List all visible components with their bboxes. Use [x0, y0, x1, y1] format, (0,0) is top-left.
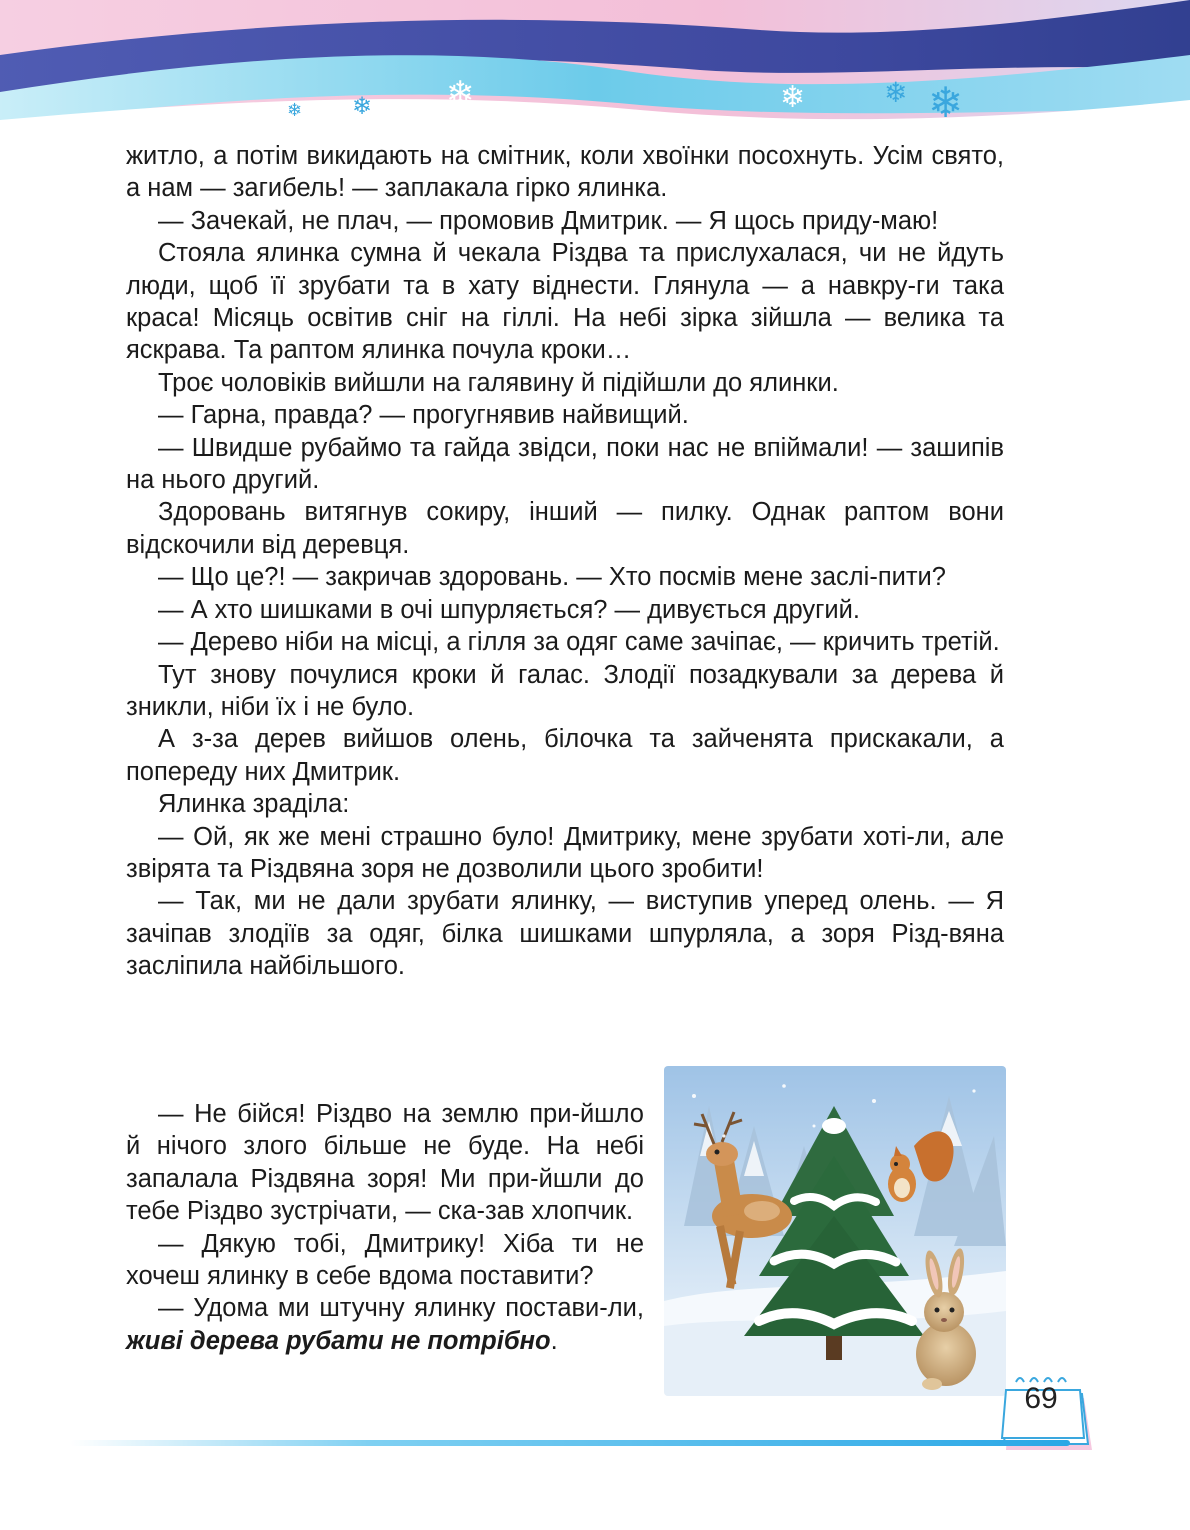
- header-decoration: [0, 0, 1190, 150]
- paragraph: — Дерево ніби на місці, а гілля за одяг саме зачіпає, — кричить третій.: [158, 628, 1000, 657]
- snowflake-icon: ❄: [780, 81, 806, 114]
- paragraph: Троє чоловіків вийшли на галявину й підійшли до ялинки.: [158, 368, 839, 397]
- paragraph-final: [126, 1292, 644, 1357]
- paragraph: житло, а потім викидають на смітник, коли хвоїнки посохнуть. Усім свято, а нам — загибель! — заплакала гірко ялинка.: [126, 142, 1004, 203]
- final-tail: .: [550, 1326, 558, 1355]
- winter-forest-illustration: [664, 1066, 1006, 1396]
- snowflake-icon: ❄: [352, 93, 373, 120]
- story-text: [126, 140, 1004, 983]
- snowflake-icon: ❄: [446, 75, 475, 113]
- paragraph: Ялинка зраділа:: [158, 790, 350, 819]
- snowflake-icon: ❄: [884, 77, 908, 108]
- snowflake-icon: ❄: [287, 100, 303, 120]
- paragraph: — Ой, як же мені страшно було! Дмитрику, мене зрубати хоті-ли, але звірята та Різдвяна зоря не дозволили цього зробити!: [126, 822, 1004, 883]
- paragraph: — Зачекай, не плач, — промовив Дмитрик. — Я щось приду-маю!: [158, 206, 939, 235]
- page-number: 69: [1024, 1382, 1058, 1415]
- paragraph: Тут знову почулися кроки й галас. Злодії позадкували за дерева й зникли, ніби їх і не було.: [126, 660, 1004, 721]
- final-lead: — Удома ми штучну ялинку постави-ли,: [158, 1294, 644, 1323]
- footer-divider: [70, 1436, 1070, 1450]
- paragraph: — Не бійся! Різдво на землю при-йшло й нічого злого більше не буде. На небі запалала Різдвяна зоря! Ми при-йшли до тебе Різдво зустрічати, — ска-зав хлопчик.: [126, 1100, 644, 1226]
- paragraph: — Швидше рубаймо та гайда звідси, поки нас не впіймали! — зашипів на нього другий.: [126, 433, 1004, 495]
- paragraph: — А хто шишками в очі шпурляється? — дивується другий.: [158, 595, 860, 624]
- snowflake-icon: ❄: [928, 79, 964, 126]
- paragraph: Здоровань витягнув сокиру, інший — пилку. Однак раптом вони відскочили від деревця.: [126, 498, 1004, 559]
- paragraph: — Що це?! — закричав здоровань. — Хто посмів мене заслі-пити?: [158, 563, 946, 592]
- paragraph: А з-за дерев вийшов олень, білочка та зайченята прискакали, а попереду них Дмитрик.: [126, 725, 1004, 786]
- story-text-wrapped: [126, 1098, 644, 1357]
- final-emphasis: живі дерева рубати не потрібно: [126, 1326, 551, 1355]
- paragraph: — Так, ми не дали зрубати ялинку, — виступив уперед олень. — Я зачіпав злодіїв за одяг, білка шишками шпурляла, а зоря Різд-вяна засліпила найбільшого.: [126, 887, 1004, 981]
- paragraph: — Дякую тобі, Дмитрику! Хіба ти не хочеш ялинку в себе вдома поставити?: [126, 1229, 644, 1291]
- paragraph: — Гарна, правда? — прогугнявив найвищий.: [158, 401, 689, 430]
- paragraph: Стояла ялинка сумна й чекала Різдва та прислухалася, чи не йдуть люди, щоб її зрубати та в хату віднести. Глянула — а навкру-ги така краса! Місяць освітив сніг на гіллі. На небі зірка зійшла — велика та яскрава. Та раптом ялинка почула кроки…: [126, 239, 1004, 365]
